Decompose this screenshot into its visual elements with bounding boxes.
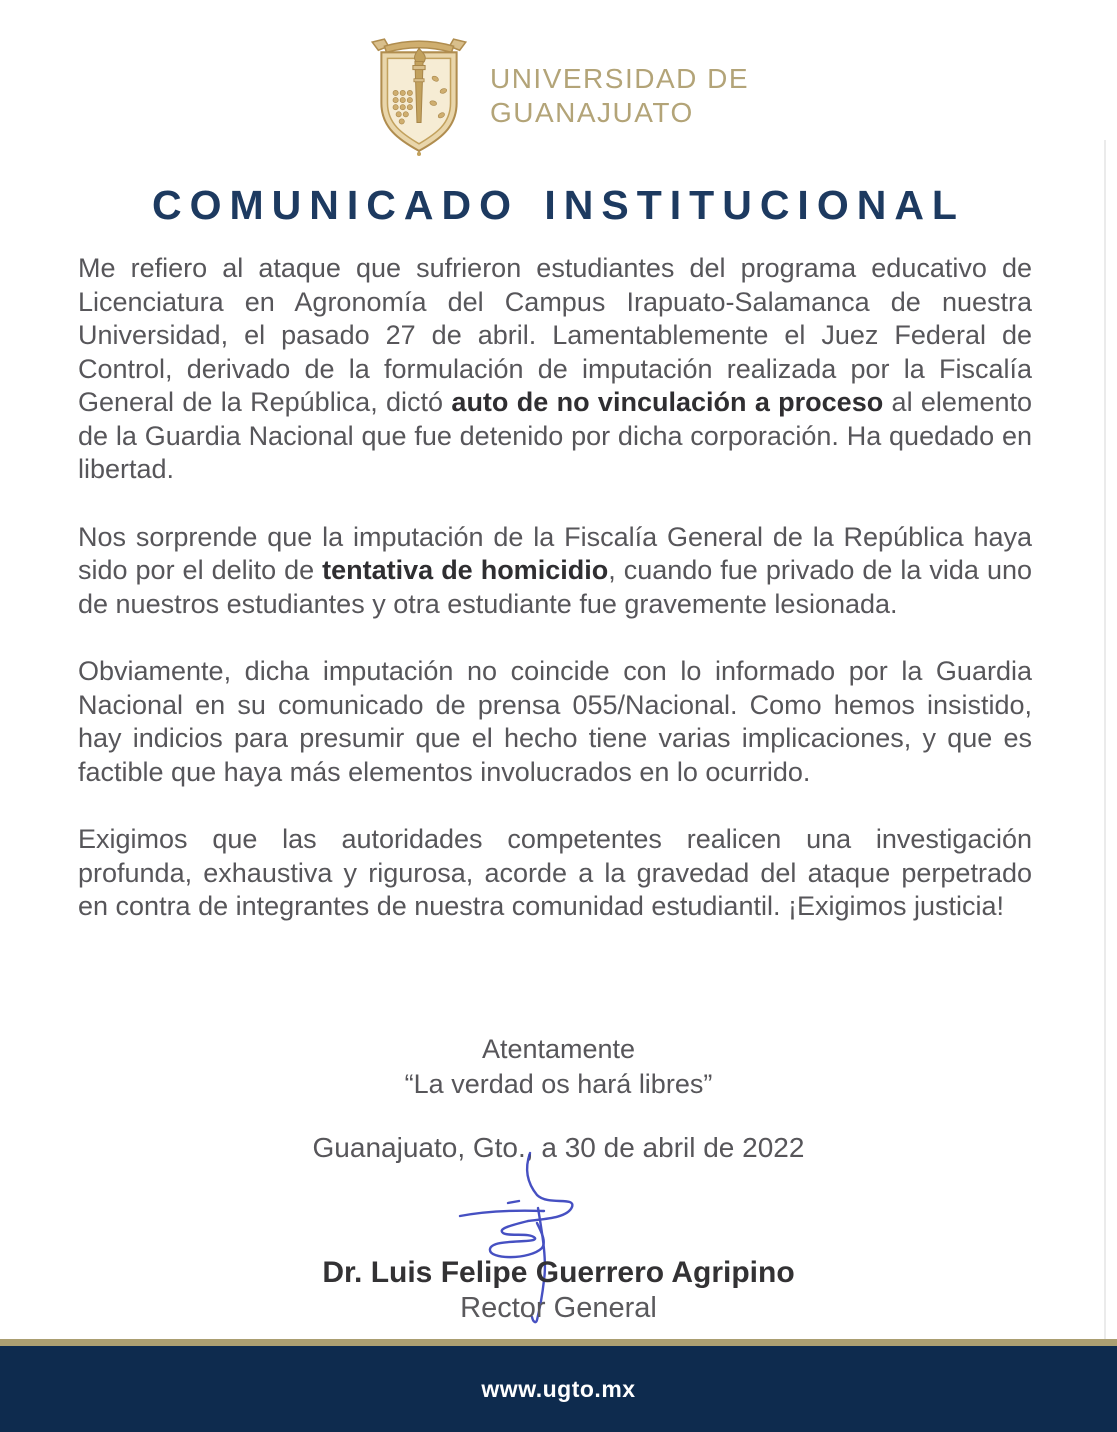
logo-wordmark-line2: GUANAJUATO [489,97,694,128]
body-paragraph: Me refiero al ataque que sufrieron estudiantes del programa educativo de Licenciatura en Agronomía del Campus Irapuato-Salamanca de nuestra Universidad, el pasado 27 de abril. Lamentablemente el Juez Federal de Control, derivado de la formulación de imputación realizada por la Fiscalía General de la República, dictó auto de no vinculación a proceso al elemento de la Guardia Nacional que fue detenido por dicha corporación. Ha quedado en libertad. [78,253,1032,484]
footer-gold-stripe [0,1339,1117,1346]
logo-wordmark [490,34,749,130]
page-edge-shadow [1104,140,1106,1339]
body-paragraph: Obviamente, dicha imputación no coincide con lo informado por la Guardia Nacional en su comunicado de prensa 055/Nacional. Como hemos insistido, hay indicios para presumir que el hecho tiene varias implicaciones, y que es factible que haya más elementos involucrados en lo ocurrido. [78,656,1032,787]
motto: “La verdad os hará libres” [404,1069,713,1099]
signer-title: Rector General [460,1292,657,1324]
letter-body [78,252,1032,958]
valediction: Atentamente [481,1034,636,1064]
dateline: Guanajuato, Gto., a 30 de abril de 2022 [312,1132,805,1163]
university-crest-icon [368,34,470,156]
letterhead [0,34,1117,156]
page-title: COMUNICADO INSTITUCIONAL [152,182,965,228]
closing-block [0,1032,1117,1102]
logo-wordmark-line1: UNIVERSIDAD DE [489,63,750,94]
body-paragraph: Nos sorprende que la imputación de la Fiscalía General de la República haya sido por el delito de tentativa de homicidio, cuando fue privado de la vida uno de nuestros estudiantes y otra estudiante fue gravemente lesionada. [78,521,1033,619]
footer-bar [0,1339,1117,1432]
body-paragraph: Exigimos que las autoridades competentes realicen una investigación profunda, exhaustiva y rigurosa, acorde a la gravedad del ataque perpetrado en contra de integrantes de nuestra comunidad estudiantil. ¡Exigimos justicia! [78,824,1032,921]
signer-name: Dr. Luis Felipe Guerrero Agripino [322,1256,795,1289]
footer-url: www.ugto.mx [481,1375,636,1402]
